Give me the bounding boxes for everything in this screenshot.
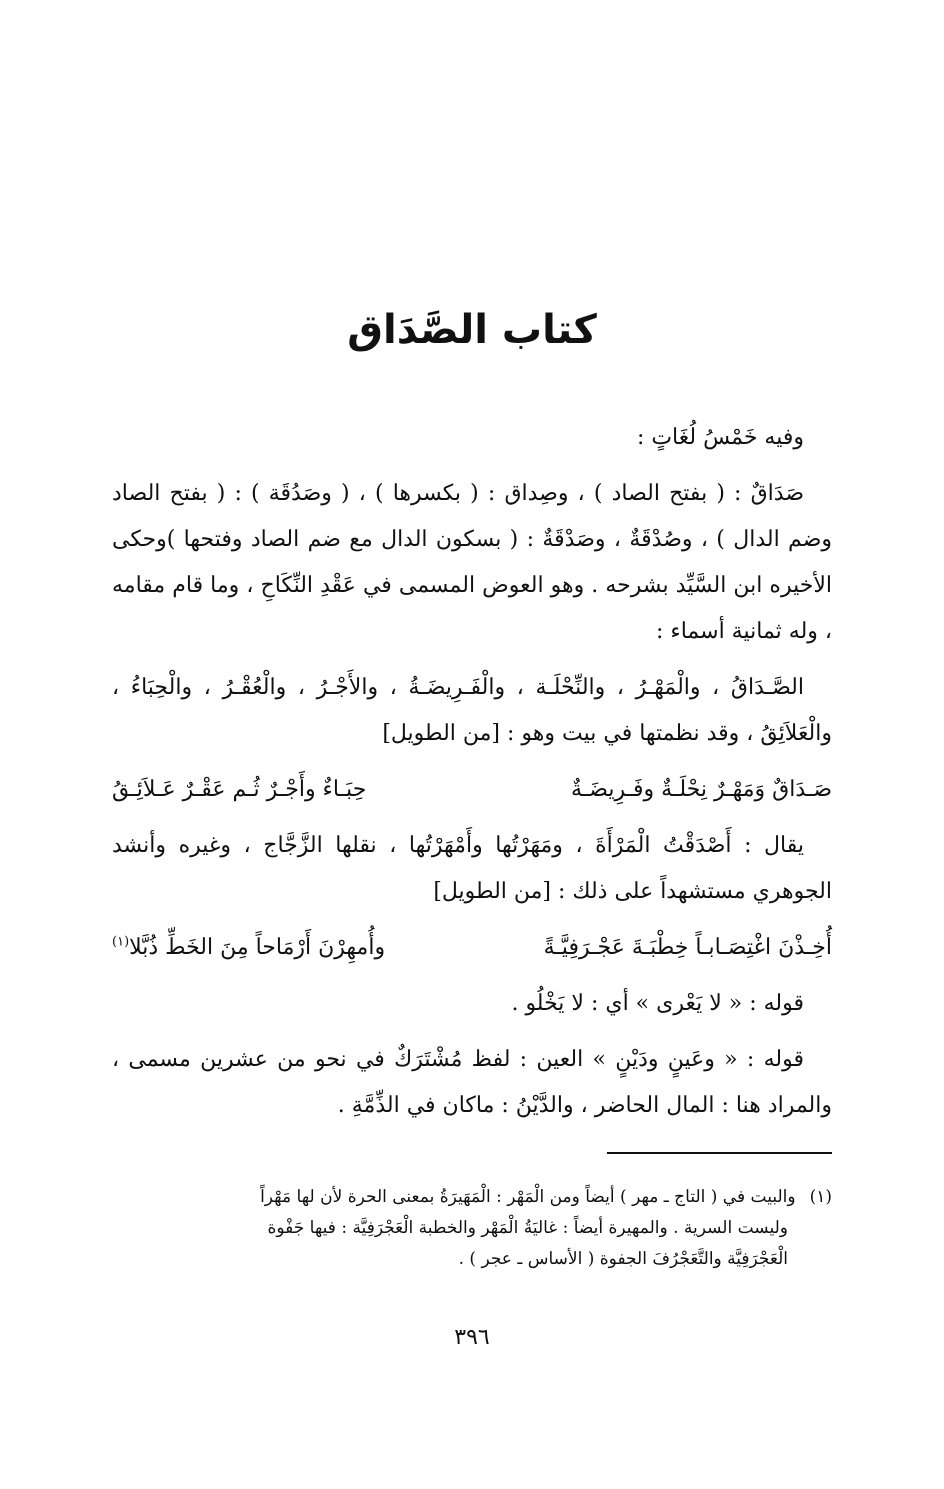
footnote-marker: (١) bbox=[809, 1187, 832, 1207]
page-number: ٣٩٦ bbox=[454, 1325, 490, 1350]
verse-1-second-hemistich: حِبَـاءٌ وأَجْـرٌ ثُـم عَقْـرٌ عَـلاَئِـقُ bbox=[112, 777, 367, 802]
paragraph-languages-intro: وفيه خَمْسُ لُغَاتٍ : bbox=[636, 425, 804, 450]
verse-line-1 bbox=[112, 767, 832, 813]
verse-2-second-hemistich bbox=[112, 925, 385, 971]
footnote-divider bbox=[607, 1152, 832, 1154]
footnote-text-1: والبيت في ( التاج ـ مهر ) أيضاً ومن الْمَهْر : الْمَهَيرَةُ بمعنى الحرة لأن لها مَهْراً bbox=[260, 1187, 796, 1207]
footnote-reference: (١) bbox=[112, 934, 130, 950]
footnote-line-2: وليست السرية . والمهيرة أيضاً : غاليَةُ الْمَهْر والخطبة الْعَجْرَفِيَّة : فيها جَفْوة bbox=[267, 1218, 788, 1238]
paragraph-sadaq-forms: صَدَاقٌ : ( بفتح الصاد ) ، وصِداق : ( بكسرها ) ، ( وصَدُقَة ) : ( بفتح الصاد وضم الدال ) ، وصُدْقَةٌ ، وصَدْقَةٌ : ( بسكون الدال مع ضم الصاد وفتحها )وحكى الأخيره ابن السَّيِّد بشرحه . وهو العوض المسمى في عَقْدِ النِّكَاحِ ، وما قام مقامه ، وله ثمانية أسماء : bbox=[112, 481, 832, 644]
footnotes bbox=[112, 1182, 832, 1275]
paragraph-la-yaara: قوله : « لا يَعْرى » أي : لا يَخْلُو . bbox=[511, 991, 804, 1016]
paragraph-eight-names: الصَّـدَاقُ ، والْمَهْـرُ ، والنِّحْلَـة ، والْفَـرِيضَـةُ ، والأَجْـرُ ، والْعُقْـرُ ، والْحِبَاءُ ، والْعَلاَئِقُ ، وقد نظمتها في بيت وهو : [من الطويل] bbox=[112, 675, 832, 746]
chapter-title: كتاب الصَّدَاق bbox=[347, 307, 597, 353]
paragraph-ayn-dayn: قوله : « وعَينٍ ودَيْنٍ » العين : لفظ مُشْتَرَكٌ في نحو من عشرين مسمى ، والمراد هنا : المال الحاضر ، والدَّيْنُ : ماكان في الذِّمَّةِ . bbox=[112, 1047, 832, 1118]
verse-line-2 bbox=[112, 925, 832, 971]
verse-2-first-hemistich: أُخِـذْنَ اغْتِصَـابـاً خِطْبَـةَ عَجْـرَفِيَّـةً bbox=[543, 935, 832, 960]
footnote-line-3: الْعَجْرَفِيَّة والتَّعَجْرُفَ الجفوة ( الأساس ـ عجر ) . bbox=[458, 1249, 788, 1269]
verse-2-second-text: وأُمهِرْنَ أَرْمَاحاً مِنَ الخَطِّ ذُبَّلا bbox=[129, 935, 386, 960]
main-text bbox=[112, 415, 832, 1129]
verse-1-first-hemistich: صَـدَاقٌ وَمَهْـرٌ نِحْلَـةٌ وفَـرِيضَـةٌ bbox=[571, 777, 832, 802]
footnote-line-1 bbox=[112, 1182, 832, 1213]
paragraph-usage: يقال : أَصْدَقْتُ الْمَرْأَةَ ، ومَهَرْتُها وأَمْهَرْتُها ، نقلها الزَّجَّاج ، وغيره وأنشد الجوهري مستشهداً على ذلك : [من الطويل] bbox=[112, 833, 832, 904]
